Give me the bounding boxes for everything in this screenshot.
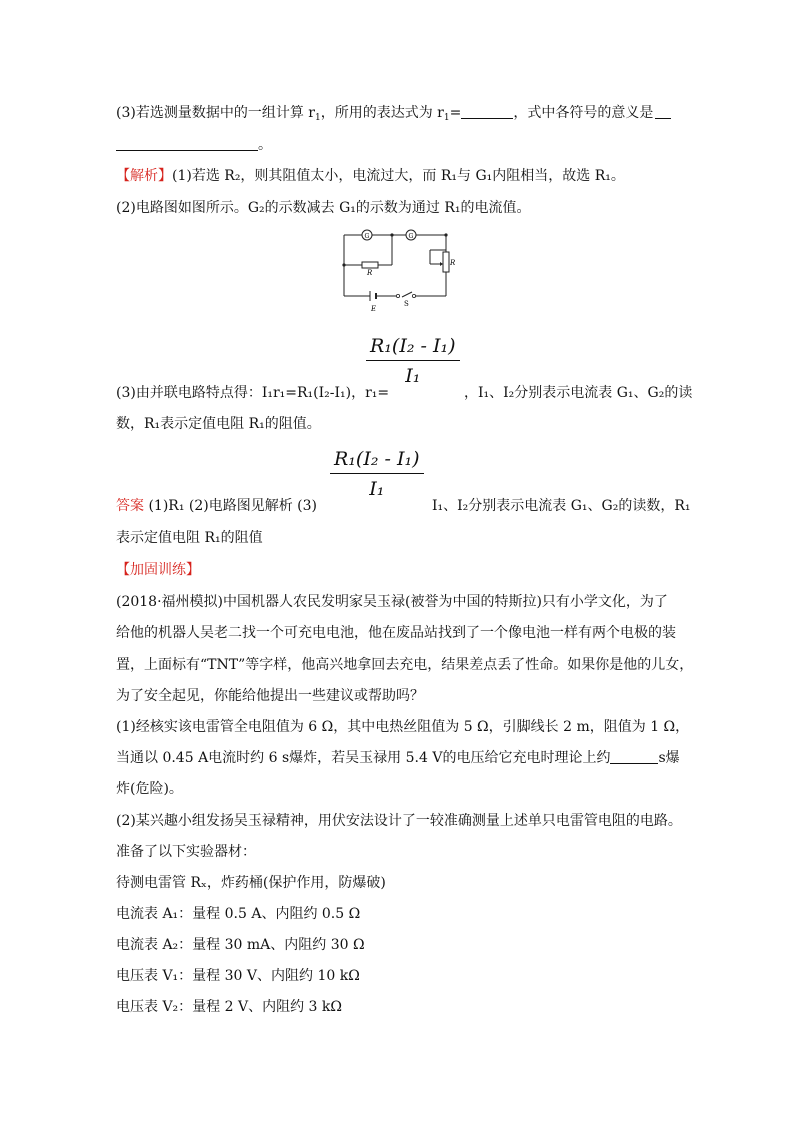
jiexi-para-3b: ，I₁、I₂分别表示电流表 G₁、G₂的读 [464, 385, 693, 401]
jiexi-para-3a: (3)由并联电路特点得：I₁r₁=R₁(I₂-I₁)，r₁= [116, 385, 390, 401]
jiagu-tag: 【加固训练】 [116, 562, 200, 578]
jiexi-para-2: (2)电路图如图所示。G₂的示数减去 G₁的示数为通过 R₁的电流值。 [116, 200, 531, 216]
answer-line-1b: I₁、I₂分别表示电流表 G₁、G₂的读数，R₁ [432, 498, 691, 514]
jiexi-para-4: 数，R₁表示定值电阻 R₁的阻值。 [116, 416, 321, 432]
answer-blank [116, 136, 258, 151]
jiagu-para-2: 给他的机器人吴老二找一个可充电电池，他在废品站找到了一个像电池一样有两个电极的装 [116, 625, 676, 641]
q3-text-d: ，式中各符号的意义是 [513, 105, 654, 121]
answer-tag: 答案 [116, 498, 144, 514]
answer-text-1: (1)R₁ (2)电路图见解析 (3) [144, 498, 317, 514]
label-g2: G [408, 233, 414, 240]
jiexi-text-1: (1)若选 R₂，则其阻值太小，电流过大，而 R₁与 G₁内阻相当，故选 R₁。 [172, 168, 625, 184]
equipment-item: 电流表 A₂：量程 30 mA、内阻约 30 Ω [116, 937, 365, 953]
answer-blank [461, 104, 513, 119]
q3-line-2 [116, 135, 272, 155]
answer-blank [655, 104, 671, 119]
q3-text-b: ，所用的表达式为 r [320, 105, 444, 121]
q2-line-1: (2)某兴趣小组发扬吴玉禄精神，用伏安法设计了一较准确测量上述单只电雷管电阻的电路。 [116, 813, 682, 829]
equipment-item: 待测电雷管 Rₓ，炸药桶(保护作用，防爆破) [116, 875, 386, 891]
q3-line-1 [116, 103, 671, 128]
q1-line-1: (1)经核实该电雷管全电阻值为 6 Ω，其中电热丝阻值为 5 Ω，引脚线长 2 m，阻值为 1 Ω， [116, 719, 690, 735]
formula-numerator: R₁(I₂ - I₁) [330, 448, 424, 474]
answer-line-2: 表示定值电阻 R₁的阻值 [116, 530, 263, 546]
q3-text-a: (3)若选测量数据中的一组计算 r [116, 105, 315, 121]
jiexi-para-1 [116, 166, 625, 186]
equipment-item: 电压表 V₁：量程 30 V、内阻约 10 kΩ [116, 968, 360, 984]
label-e: E [371, 305, 377, 313]
formula-denominator: I₁ [369, 478, 385, 500]
q2-line-2: 准备了以下实验器材： [116, 844, 256, 860]
jiagu-para-1: (2018·福州模拟)中国机器人农民发明家吴玉禄(被誉为中国的特斯拉)只有小学文化，为了 [116, 594, 668, 610]
formula-r1-answer [330, 448, 424, 500]
q3-text-c: = [449, 105, 462, 121]
q3-period: 。 [258, 137, 272, 153]
label-s: S [404, 300, 409, 308]
q1-text-a: 当通以 0.45 A电流时约 6 s爆炸，若吴玉禄用 5.4 V的电压给它充电时理论上约 [116, 750, 611, 766]
formula-denominator: I₁ [405, 365, 421, 387]
resistor-r [362, 262, 378, 268]
q3-sub-2: 1 [443, 113, 450, 123]
q1-line-3: 炸(危险)。 [116, 781, 183, 797]
equipment-item: 电流表 A₁：量程 0.5 A、内阻约 0.5 Ω [116, 906, 361, 922]
formula-numerator: R₁(I₂ - I₁) [366, 335, 460, 361]
label-r: R [367, 269, 373, 277]
answer-line-1 [116, 496, 317, 516]
jiagu-para-4: 为了安全起见，你能给他提出一些建议或帮助吗？ [116, 688, 424, 704]
q1-line-2 [116, 748, 680, 768]
jiexi-tag: 【解析】 [116, 168, 172, 184]
rheostat [443, 252, 449, 272]
answer-blank [610, 749, 658, 764]
q3-sub: 1 [314, 113, 321, 123]
equipment-item: 电压表 V₂：量程 2 V、内阻约 3 kΩ [116, 999, 342, 1015]
jiagu-para-3: 置，上面标有“TNT”等字样，他高兴地拿回去充电，结果差点丢了性命。如果你是他的儿女， [116, 657, 694, 673]
circuit-diagram [338, 224, 458, 314]
label-rs: R [450, 259, 456, 267]
formula-r1 [366, 335, 460, 387]
label-g1: G [364, 233, 370, 240]
q1-text-b: s爆 [658, 750, 680, 766]
